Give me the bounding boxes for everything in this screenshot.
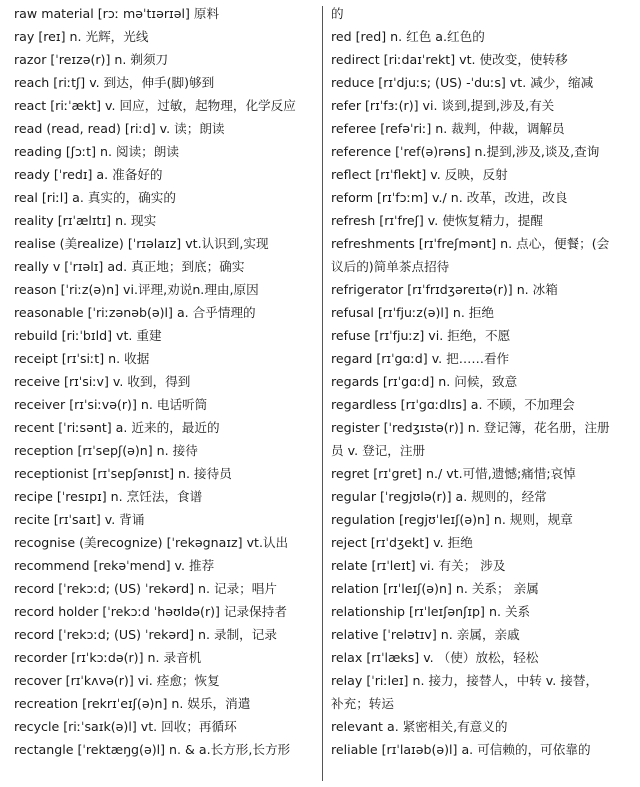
right-column	[331, 2, 636, 761]
entry-line: regard [rɪˈgɑːd] v. 把……看作	[331, 351, 510, 366]
entry-line: ray [reɪ] n. 光辉，光线	[14, 29, 149, 44]
entry-line: relevant a. 紧密相关,有意义的	[331, 719, 508, 734]
entry-line: rectangle [ˈrektæŋg(ə)l] n. & a.长方形,长方形	[14, 742, 291, 757]
entry-line: reading [ʃɔːt] n. 阅读；朗读	[14, 144, 179, 159]
entry-line: relax [rɪˈlæks] v. （使）放松，轻松	[331, 650, 539, 665]
entry-line: redirect [riːdaɪˈrekt] vt. 使改变，使转移	[331, 52, 568, 67]
entry-line: recite [rɪˈsaɪt] v. 背诵	[14, 512, 145, 527]
entry-line: recorder [rɪˈkɔːdə(r)] n. 录音机	[14, 650, 202, 665]
entry-line: read (read, read) [riːd] v. 读；朗读	[14, 121, 225, 136]
entry-line: 的	[331, 6, 344, 21]
entry-line: regulation [regjʊˈleɪʃ(ə)n] n. 规则，规章	[331, 512, 573, 527]
entry-line: receipt [rɪˈsiːt] n. 收据	[14, 351, 150, 366]
entry-line: 议后的)简单茶点招待	[331, 259, 450, 274]
entry-line: record holder [ˈrekɔːd ˈhəʊldə(r)] 记录保持者	[14, 604, 287, 619]
entry-line: recycle [riːˈsaɪk(ə)l] vt. 回收；再循环	[14, 719, 237, 734]
entry-line: refer [rɪˈfɜː(r)] vi. 谈到,提到,涉及,有关	[331, 98, 555, 113]
entry-line: regardless [rɪˈgɑːdlɪs] a. 不顾，不加理会	[331, 397, 575, 412]
entry-line: regular [ˈregjʊlə(r)] a. 规则的，经常	[331, 489, 547, 504]
entry-line: reduce [rɪˈdjuːs; (US) -ˈduːs] vt. 减少，缩减	[331, 75, 594, 90]
entry-line: recent [ˈriːsənt] a. 近来的，最近的	[14, 420, 220, 435]
entry-line: relationship [rɪˈleɪʃənʃɪp] n. 关系	[331, 604, 531, 619]
entry-line: real [riːl] a. 真实的，确实的	[14, 190, 176, 205]
entry-line: realise (美realize) [ˈrɪəlaɪz] vt.认识到,实现	[14, 236, 269, 251]
entry-line: really v [ˈrɪəlɪ] ad. 真正地；到底；确实	[14, 259, 245, 274]
entry-line: record [ˈrekɔːd; (US) ˈrekərd] n. 录制，记录	[14, 627, 277, 642]
entry-line: reject [rɪˈdʒekt] v. 拒绝	[331, 535, 473, 550]
entry-line: regards [rɪˈgɑːd] n. 问候，致意	[331, 374, 518, 389]
entry-line: recipe [ˈresɪpɪ] n. 烹饪法，食谱	[14, 489, 203, 504]
entry-line: reasonable [ˈriːzənəb(ə)l] a. 合乎情理的	[14, 305, 256, 320]
entry-line: relative [ˈrelətɪv] n. 亲属，亲戚	[331, 627, 520, 642]
entry-line: regret [rɪˈgret] n./ vt.可惜,遗憾;痛惜;哀悼	[331, 466, 576, 481]
entry-line: reality [rɪˈælɪtɪ] n. 现实	[14, 213, 157, 228]
entry-line: record [ˈrekɔːd; (US) ˈrekərd] n. 记录；唱片	[14, 581, 277, 596]
entry-line: reference [ˈref(ə)rəns] n.提到,涉及,谈及,查询	[331, 144, 600, 159]
entry-line: red [red] n. 红色 a.红色的	[331, 29, 485, 44]
entry-line: reason [ˈriːz(ə)n] vi.评理,劝说n.理由,原因	[14, 282, 259, 297]
entry-line: refusal [rɪˈfjuːz(ə)l] n. 拒绝	[331, 305, 495, 320]
entry-line: recover [rɪˈkʌvə(r)] vi. 痊愈；恢复	[14, 673, 220, 688]
entry-line: recreation [rekrɪˈeɪʃ(ə)n] n. 娱乐，消遣	[14, 696, 251, 711]
entry-line: 补充；转运	[331, 696, 394, 711]
entry-line: raw material [rɔː məˈtɪərɪəl] 原料	[14, 6, 220, 21]
entry-line: 员 v. 登记，注册	[331, 443, 426, 458]
entry-line: refrigerator [rɪˈfrɪdʒəreɪtə(r)] n. 冰箱	[331, 282, 558, 297]
entry-line: reliable [rɪˈlaɪəb(ə)l] a. 可信赖的，可依靠的	[331, 742, 591, 757]
entry-line: recognise (美recognize) [ˈrekəgnaɪz] vt.认出	[14, 535, 289, 550]
entry-line: reach [riːtʃ] v. 到达，伸手(脚)够到	[14, 75, 215, 90]
entry-line: ready [ˈredɪ] a. 准备好的	[14, 167, 163, 182]
entry-line: reflect [rɪˈflekt] v. 反映，反射	[331, 167, 508, 182]
left-column	[14, 2, 320, 761]
entry-line: relay [ˈriːleɪ] n. 接力，接替人，中转 v. 接替，	[331, 673, 599, 688]
entry-line: receptionist [rɪˈsepʃənɪst] n. 接待员	[14, 466, 232, 481]
entry-line: refresh [rɪˈfreʃ] v. 使恢复精力，提醒	[331, 213, 543, 228]
entry-line: react [riːˈækt] v. 回应，过敏，起物理，化学反应	[14, 98, 296, 113]
entry-line: razor [ˈreɪzə(r)] n. 剃须刀	[14, 52, 169, 67]
entry-line: relate [rɪˈleɪt] vi. 有关； 涉及	[331, 558, 506, 573]
entry-line: relation [rɪˈleɪʃ(ə)n] n. 关系； 亲属	[331, 581, 539, 596]
entry-line: rebuild [riːˈbɪld] vt. 重建	[14, 328, 162, 343]
entry-line: refreshments [rɪˈfreʃmənt] n. 点心，便餐；(会	[331, 236, 610, 251]
entry-line: refuse [rɪˈfjuːz] vi. 拒绝，不愿	[331, 328, 511, 343]
entry-line: register [ˈredʒɪstə(r)] n. 登记簿，花名册，注册	[331, 420, 610, 435]
column-divider	[322, 6, 323, 781]
entry-line: receiver [rɪˈsiːvə(r)] n. 电话听筒	[14, 397, 208, 412]
entry-line: recommend [rekəˈmend] v. 推荐	[14, 558, 215, 573]
entry-line: reform [rɪˈfɔːm] v./ n. 改革，改进，改良	[331, 190, 568, 205]
entry-line: reception [rɪˈsepʃ(ə)n] n. 接待	[14, 443, 198, 458]
entry-line: receive [rɪˈsiːv] v. 收到，得到	[14, 374, 191, 389]
entry-line: referee [refəˈriː] n. 裁判，仲裁，调解员	[331, 121, 565, 136]
